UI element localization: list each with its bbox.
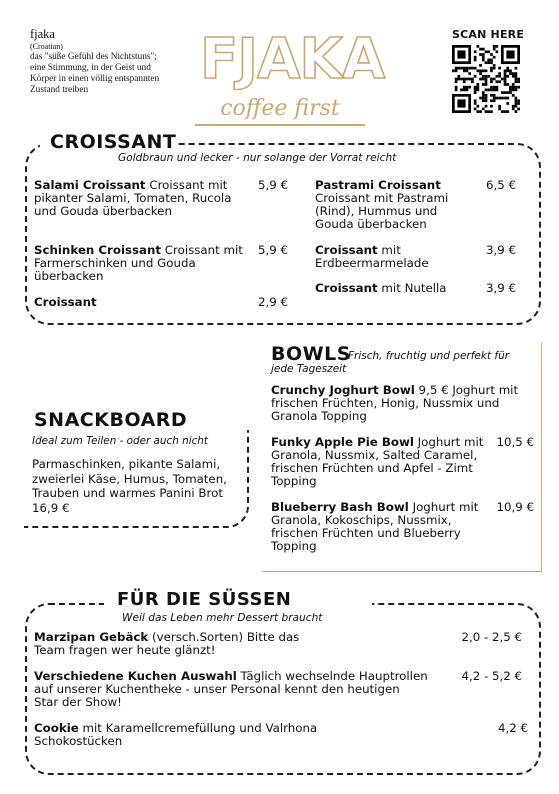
item-desc: Farmerschinken und Gouda [34,256,196,270]
item-desc: Parmaschinken, pikante Salami, [32,457,221,471]
logo-underline [195,124,365,126]
item-desc: frischen Früchten, Honig, Nussmix und [271,396,500,410]
menu-item [271,384,533,423]
item-price: 3,9 € [485,243,516,257]
item-desc: Croissant mit [161,243,243,257]
item-desc: Granola Topping [271,409,367,423]
item-desc: (versch.Sorten) Bitte das [148,630,300,644]
item-desc: Joghurt mit [413,435,484,449]
item-name: Blueberry Bash Bowl [271,500,409,514]
logo-wordmark: FJAKA [200,27,385,92]
item-price: 4,2 - 5,2 € [461,669,522,683]
item-price: 5,9 € [257,178,288,192]
item-desc: mit Karamellcremefüllung und Valrhona [78,721,318,735]
menu-item [315,244,485,270]
menu-item [34,179,254,218]
menu-item [315,179,485,231]
menu-item [34,631,434,657]
intro-line: eine Stimmung, in der Geist und [30,63,151,73]
item-name: Salami Croissant [34,178,146,192]
logo-tagline: coffee first [220,96,340,121]
suess-title: FÜR DIE SÜSSEN [117,589,292,610]
bowls-subtitle: Frisch, fruchtig und perfekt für [348,350,510,362]
menu-item [34,244,254,283]
menu-item [34,670,444,709]
item-desc: auf unserer Kuchentheke - unser Personal kennt den heutigen [34,682,400,696]
bowls-subtitle: jede Tageszeit [271,363,347,375]
croissant-title: CROISSANT [50,131,177,153]
item-name: Pastrami Croissant [315,178,441,192]
item-desc: Trauben und warmes Panini Brot [32,486,223,500]
item-desc: überbacken [34,269,104,283]
intro-language: (Croatian) [30,42,63,51]
item-desc: Croissant mit [145,178,228,192]
item-desc: Täglich wechselnde Hauptrollen [236,669,428,683]
item-desc: Joghurt mit [408,500,479,514]
item-desc: Gouda überbacken [315,217,427,231]
item-name: Croissant [34,295,97,309]
item-desc: zweierlei Käse, Humus, Tomaten, [32,471,227,486]
suess-subtitle: Weil das Leben mehr Dessert braucht [122,612,323,624]
item-price: 10,9 € [496,500,534,514]
intro-line: Zustand treiben [30,85,89,95]
item-price: 2,9 € [257,295,288,309]
item-desc: pikanter Salami, Tomaten, Rucola [34,191,232,205]
item-desc: Granola, Kokoschips, Nussmix, [271,513,452,527]
snackboard-subtitle: Ideal zum Teilen - oder auch nicht [32,435,208,447]
item-price: 3,9 € [485,281,516,295]
item-name: Funky Apple Pie Bowl [271,435,414,449]
item-desc: Schokostücken [34,734,123,748]
item-name: Cookie [34,721,79,735]
item-desc: Erdbeermarmelade [315,256,429,270]
item-desc: (Rind), Hummus und [315,204,438,218]
item-price: 6,5 € [485,178,516,192]
item-desc: 9,5 € Joghurt mit [414,383,519,397]
item-desc: frischen Früchten und Blueberry [271,526,461,540]
intro-line: Körper in einen völlig entspannten [30,74,160,84]
item-price: 10,5 € [496,435,534,449]
item-desc: Croissant mit Pastrami [315,191,449,205]
item-name: Verschiedene Kuchen Auswahl [34,669,237,683]
item-price: 16,9 € [32,500,70,515]
brand-logo [195,27,385,130]
item-desc: Granola, Nussmix, Salted Caramel, [271,448,478,462]
intro-word: fjaka [30,27,55,41]
menu-item [34,722,434,748]
item-name: Schinken Croissant [34,243,162,257]
item-desc: mit [377,243,401,257]
item-desc: mit Nutella [377,281,447,295]
title-gap [180,428,236,434]
intro-definition [30,27,190,96]
qr-code-icon[interactable] [452,45,520,113]
bowls-title: BOWLS [271,343,351,365]
item-desc: Topping [271,539,317,553]
item-name: Croissant [315,281,378,295]
intro-line: das "süße Gefühl des Nichtstuns"; [30,52,157,62]
item-desc: und Gouda überbacken [34,204,172,218]
menu-item [271,436,491,488]
item-name: Croissant [315,243,378,257]
item-name: Crunchy Joghurt Bowl [271,383,415,397]
menu-item [32,457,242,515]
item-price: 2,0 - 2,5 € [461,630,522,644]
item-desc: Star der Show! [34,695,122,709]
item-price: 5,9 € [257,243,288,257]
item-price: 4,2 € [497,721,528,735]
menu-item [315,282,485,295]
item-desc: Team fragen wer heute glänzt! [34,643,216,657]
menu-item [271,501,491,553]
item-desc: frischen Früchten und Apfel - Zimt [271,461,473,475]
menu-item [34,296,254,309]
item-desc: Topping [271,474,317,488]
croissant-subtitle: Goldbraun und lecker - nur solange der Vorrat reicht [118,152,397,164]
qr-label: SCAN HERE [452,28,525,41]
snackboard-title: SNACKBOARD [34,409,188,431]
item-name: Marzipan Gebäck [34,630,149,644]
